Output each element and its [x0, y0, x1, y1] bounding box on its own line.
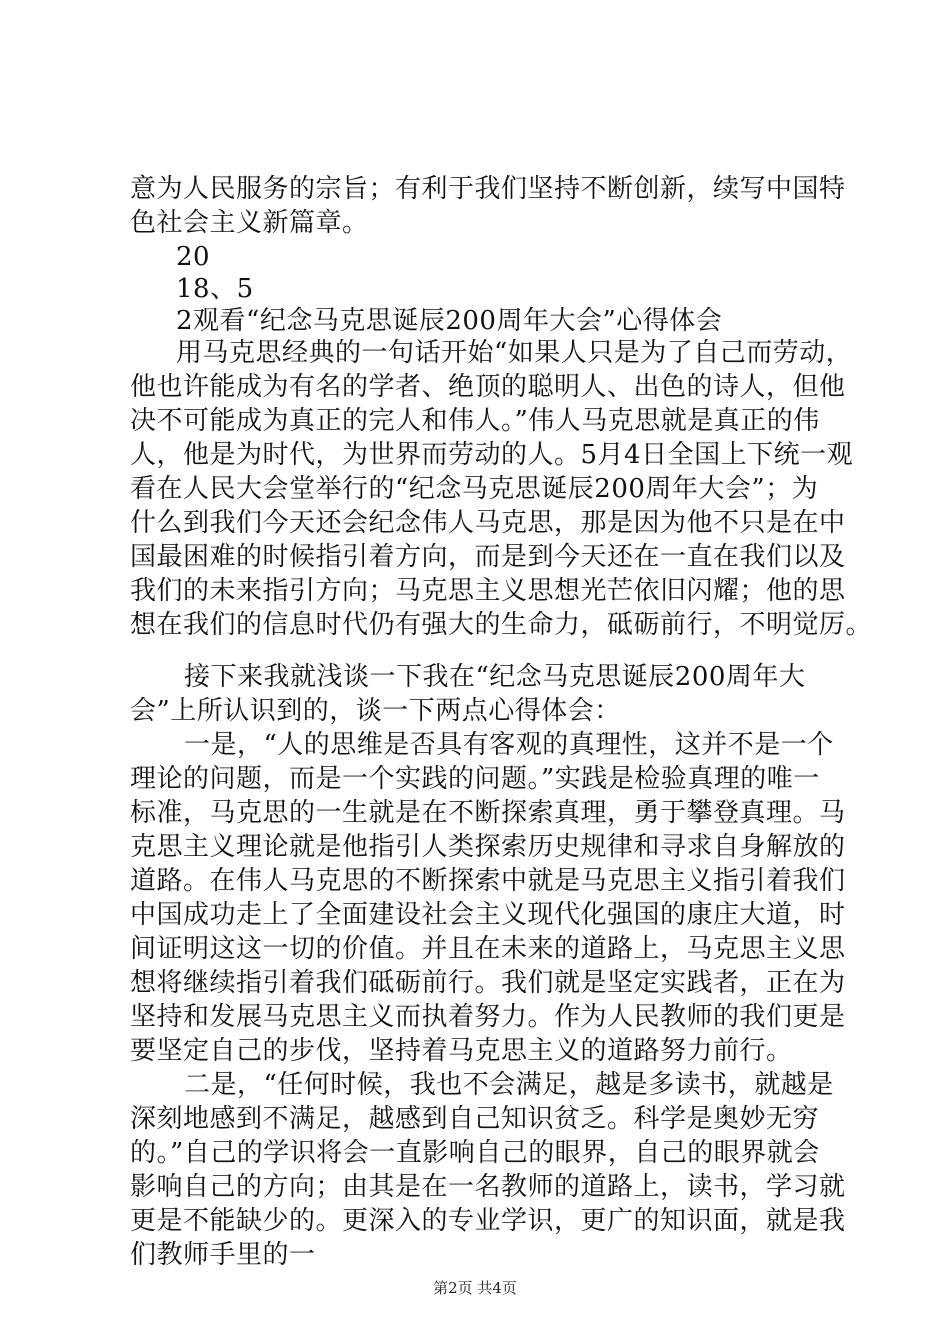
text-line: 18、5: [176, 274, 254, 304]
text-line: 人，他是为时代，为世界而劳动的人。5月4日全国上下统一观: [130, 440, 854, 470]
text-line: 什么到我们今天还会纪念伟人马克思，那是因为他不只是在中: [130, 508, 846, 538]
section-heading: 2观看“纪念马克思诞辰200周年大会”心得体会: [176, 306, 723, 336]
text-line: 坚持和发展马克思主义而执着努力。作为人民教师的我们更是: [130, 1002, 846, 1032]
text-line: 20: [176, 242, 211, 272]
text-line: 决不可能成为真正的完人和伟人。”伟人马克思就是真正的伟: [130, 406, 820, 436]
text-line: 国最困难的时候指引着方向，而是到今天还在一直在我们以及: [130, 542, 846, 572]
text-line: 接下来我就浅谈一下我在“纪念马克思诞辰200周年大: [184, 662, 806, 692]
text-line: 用马克思经典的一句话开始“如果人只是为了自己而劳动，: [176, 338, 853, 368]
text-line: 看在人民大会堂举行的“纪念马克思诞辰200周年大会”；为: [130, 474, 819, 504]
text-line: 深刻地感到不满足，越感到自己知识贫乏。科学是奥妙无穷: [130, 1104, 820, 1134]
text-line: 标准，马克思的一生就是在不断探索真理，勇于攀登真理。马: [130, 798, 846, 828]
text-line: 会”上所认识到的，谈一下两点心得体会：: [130, 696, 621, 726]
text-line: 想在我们的信息时代仍有强大的生命力，砥砺前行，不明觉厉。: [130, 610, 873, 640]
text-line: 克思主义理论就是他指引人类探索历史规律和寻求自身解放的: [130, 832, 846, 862]
text-line: 意为人民服务的宗旨；有利于我们坚持不断创新，续写中国特: [130, 174, 846, 204]
text-line: 要坚定自己的步伐，坚持着马克思主义的道路努力前行。: [130, 1036, 793, 1066]
text-line: 想将继续指引着我们砥砺前行。我们就是坚定实践者，正在为: [130, 968, 846, 998]
text-line: 间证明这这一切的价值。并且在未来的道路上，马克思主义思: [130, 934, 846, 964]
page-footer: 第2页 共4页: [433, 1279, 517, 1297]
text-line: 更是不能缺少的。更深入的专业学识，更广的知识面，就是我: [130, 1206, 846, 1236]
text-line: 理论的问题，而是一个实践的问题。”实践是检验真理的唯一: [130, 764, 820, 794]
text-line: 二是，“任何时候，我也不会满足，越是多读书，就越是: [184, 1070, 834, 1100]
text-line: 影响自己的方向；由其是在一名教师的道路上，读书，学习就: [130, 1172, 846, 1202]
text-line: 中国成功走上了全面建设社会主义现代化强国的康庄大道，时: [130, 900, 846, 930]
text-line: 色社会主义新篇章。: [130, 208, 369, 238]
text-line: 一是，“人的思维是否具有客观的真理性，这并不是一个: [184, 730, 834, 760]
text-line: 们教师手里的一: [130, 1240, 316, 1270]
text-line: 他也许能成为有名的学者、绝顶的聪明人、出色的诗人，但他: [130, 372, 846, 402]
text-line: 的。”自己的学识将会一直影响自己的眼界，自己的眼界就会: [130, 1138, 820, 1168]
text-line: 我们的未来指引方向；马克思主义思想光芒依旧闪耀；他的思: [130, 576, 846, 606]
text-line: 道路。在伟人马克思的不断探索中就是马克思主义指引着我们: [130, 866, 846, 896]
